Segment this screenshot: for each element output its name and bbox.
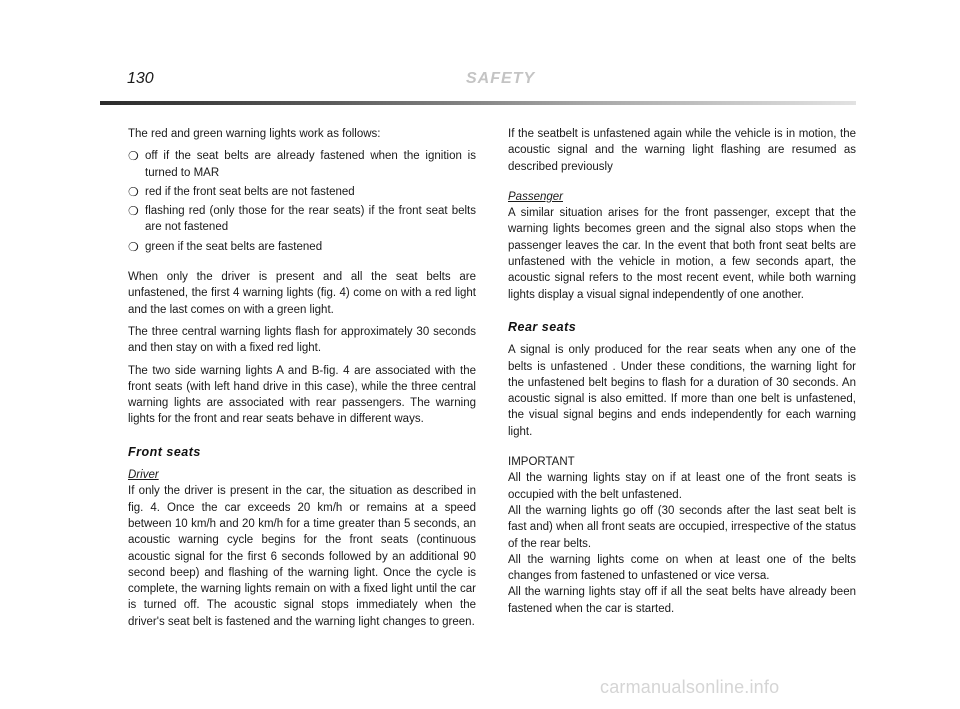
important-note-3: All the warning lights come on when at least one of the belts changes from fastened to unfastened or vice versa. bbox=[508, 553, 856, 583]
subheading-passenger: Passenger bbox=[508, 190, 563, 203]
intro-text: The red and green warning lights work as follows: bbox=[128, 128, 381, 140]
bullet-icon: ❍ bbox=[128, 239, 139, 254]
bullet-icon: ❍ bbox=[128, 204, 139, 219]
left-column bbox=[128, 126, 476, 636]
important-label: IMPORTANT bbox=[508, 456, 575, 469]
right-column bbox=[508, 126, 856, 617]
warning-light-list bbox=[128, 148, 476, 255]
list-item-text: flashing red (only those for the rear seats) if the front seat belts are not fastened bbox=[145, 205, 476, 234]
header-rule bbox=[100, 101, 856, 105]
page-number: 130 bbox=[127, 70, 154, 87]
important-note-1: All the warning lights stay on if at least one of the front seats is occupied with the belt unfastened. bbox=[508, 472, 856, 501]
subheading-driver: Driver bbox=[128, 469, 159, 482]
important-note-2: All the warning lights go off (30 seconds after the last seat belt is fast and) when all front seats are occupied, irrespective of the status of the rear belts. bbox=[508, 504, 856, 550]
paragraph-side-lights: The two side warning lights A and B-fig. 4 are associated with the front seats (with left hand drive in this case), while the three central warning lights are associated with rear passengers. The warning lights for the front and rear seats behave in different ways. bbox=[128, 364, 476, 426]
paragraph-central-lights: The three central warning lights flash for approximately 30 seconds and then stay on with a fixed red light. bbox=[128, 325, 476, 355]
watermark-text: carmanualsonline.info bbox=[600, 677, 780, 697]
list-item-text: off if the seat belts are already fastened when the ignition is turned to MAR bbox=[145, 150, 476, 179]
list-item bbox=[128, 148, 476, 181]
bullet-icon: ❍ bbox=[128, 184, 139, 199]
paragraph-rear: A signal is only produced for the rear seats when any one of the belts is unfastened . Under these conditions, the warning light for the unfastened belt begins to flash for a duration of 30 seconds. An acoustic signal is also emitted. If more than one belt is unfastened, the visual signal begins and ends independently for each warning light. bbox=[508, 344, 856, 438]
list-item-text: red if the front seat belts are not fastened bbox=[145, 185, 355, 198]
list-item bbox=[128, 184, 476, 200]
paragraph-driver: If only the driver is present in the car, the situation as described in fig. 4. Once the car exceeds 20 km/h or remains at a speed between 10 km/h and 20 km/h for a time greater than 5 seconds, an acoustic warning cycle begins for the front seats (continuous acoustic signal for the first 6 seconds followed by an additional 90 second beep) and flashing of the warning light. Once the cycle is complete, the warning lights remain on with a fixed light until the car is turned off. The acoustic signal stops immediately when the driver's seat belt is fastened and the warning light changes to green. bbox=[128, 485, 476, 628]
paragraph-driver-only: When only the driver is present and all the seat belts are unfastened, the first 4 warning lights (fig. 4) come on with a red light and the last comes on with a green light. bbox=[128, 271, 476, 316]
list-item-text: green if the seat belts are fastened bbox=[145, 240, 323, 253]
list-item bbox=[128, 239, 476, 255]
paragraph-unfastened-again: If the seatbelt is unfastened again while the vehicle is in motion, the acoustic signal and the warning light flashing are resumed as described previously bbox=[508, 128, 856, 173]
bullet-icon: ❍ bbox=[128, 149, 139, 164]
heading-front-seats: Front seats bbox=[128, 444, 201, 459]
paragraph-passenger: A similar situation arises for the front passenger, except that the warning lights becomes green and the signal also stops when the passenger leaves the car. In the event that both front seat belts are unfastened with the vehicle in motion, a few seconds apart, the acoustic signal refers to the most recent event, while both warning lights display a visual signal independently of one another. bbox=[508, 207, 856, 301]
list-item bbox=[128, 203, 476, 236]
section-title: SAFETY bbox=[466, 70, 536, 87]
heading-rear-seats: Rear seats bbox=[508, 319, 577, 334]
important-note-4: All the warning lights stay off if all the seat belts have already been fastened when the car is started. bbox=[508, 586, 856, 615]
